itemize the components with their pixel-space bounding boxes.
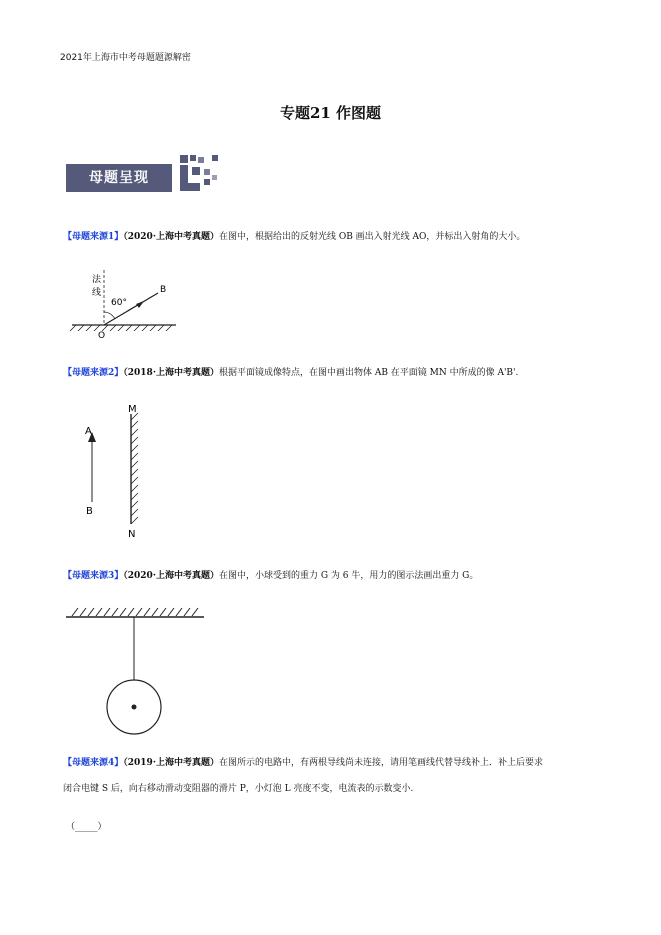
page-title: 专题21 作图题 — [279, 104, 382, 122]
banner-decoration-icon — [172, 153, 222, 201]
question-2-year: （2018·上海中考真题） — [123, 368, 219, 378]
mirror-mn-hatch — [131, 413, 138, 524]
question-1-year: （2020·上海中考真题） — [123, 232, 219, 242]
figure-pendulum — [62, 600, 210, 742]
point-b-label: B — [160, 285, 167, 295]
label-m: M — [128, 404, 137, 415]
ray-arrow-icon — [136, 301, 144, 308]
label-a: A — [85, 426, 92, 437]
normal-label-1: 法 — [92, 275, 102, 285]
label-n: N — [128, 529, 136, 540]
question-2-text: 根据平面镜成像特点，在图中画出物体 AB 在平面镜 MN 中所成的像 A'B'. — [218, 368, 519, 378]
angle-arc — [104, 312, 115, 319]
question-4 — [63, 749, 543, 777]
question-4-text: 在图所示的电路中，有两根导线尚未连接，请用笔画线代替导线补上．补上后要求 — [218, 758, 543, 768]
figure-reflection — [66, 268, 186, 343]
point-o-label: O — [98, 331, 106, 341]
angle-label: 60° — [111, 298, 127, 308]
mirror-hatch — [70, 325, 172, 331]
question-4-tag: 【母题来源4】 — [63, 758, 124, 768]
question-3-text: 在图中，小球受到的重力 G 为 6 牛，用力的图示法画出重力 G。 — [218, 571, 479, 581]
banner-label: 母题呈现 — [66, 164, 172, 192]
question-2-tag: 【母题来源2】 — [63, 368, 124, 378]
question-4-line-2: 闭合电键 S 后，向右移动滑动变阻器的滑片 P，小灯泡 L 亮度不变，电流表的示数变小. — [63, 784, 414, 794]
ball-center — [132, 705, 137, 710]
answer-blank: （_____） — [66, 822, 107, 832]
question-1-tag: 【母题来源1】 — [63, 232, 124, 242]
question-1 — [63, 223, 525, 251]
question-3-year: （2020·上海中考真题） — [123, 571, 219, 581]
question-4-year: （2019·上海中考真题） — [123, 758, 219, 768]
label-b: B — [86, 506, 93, 517]
question-1-text: 在图中，根据给出的反射光线 OB 画出入射光线 AO，并标出入射角的大小。 — [218, 232, 526, 242]
figure-plane-mirror — [78, 398, 168, 544]
section-banner — [66, 153, 222, 201]
question-3-tag: 【母题来源3】 — [63, 571, 124, 581]
ceiling-hatch — [72, 608, 198, 616]
normal-label-2: 线 — [92, 288, 102, 298]
question-3 — [63, 562, 478, 590]
page-header: 2021年上海市中考母题题源解密 — [60, 53, 191, 63]
question-2 — [63, 359, 518, 387]
